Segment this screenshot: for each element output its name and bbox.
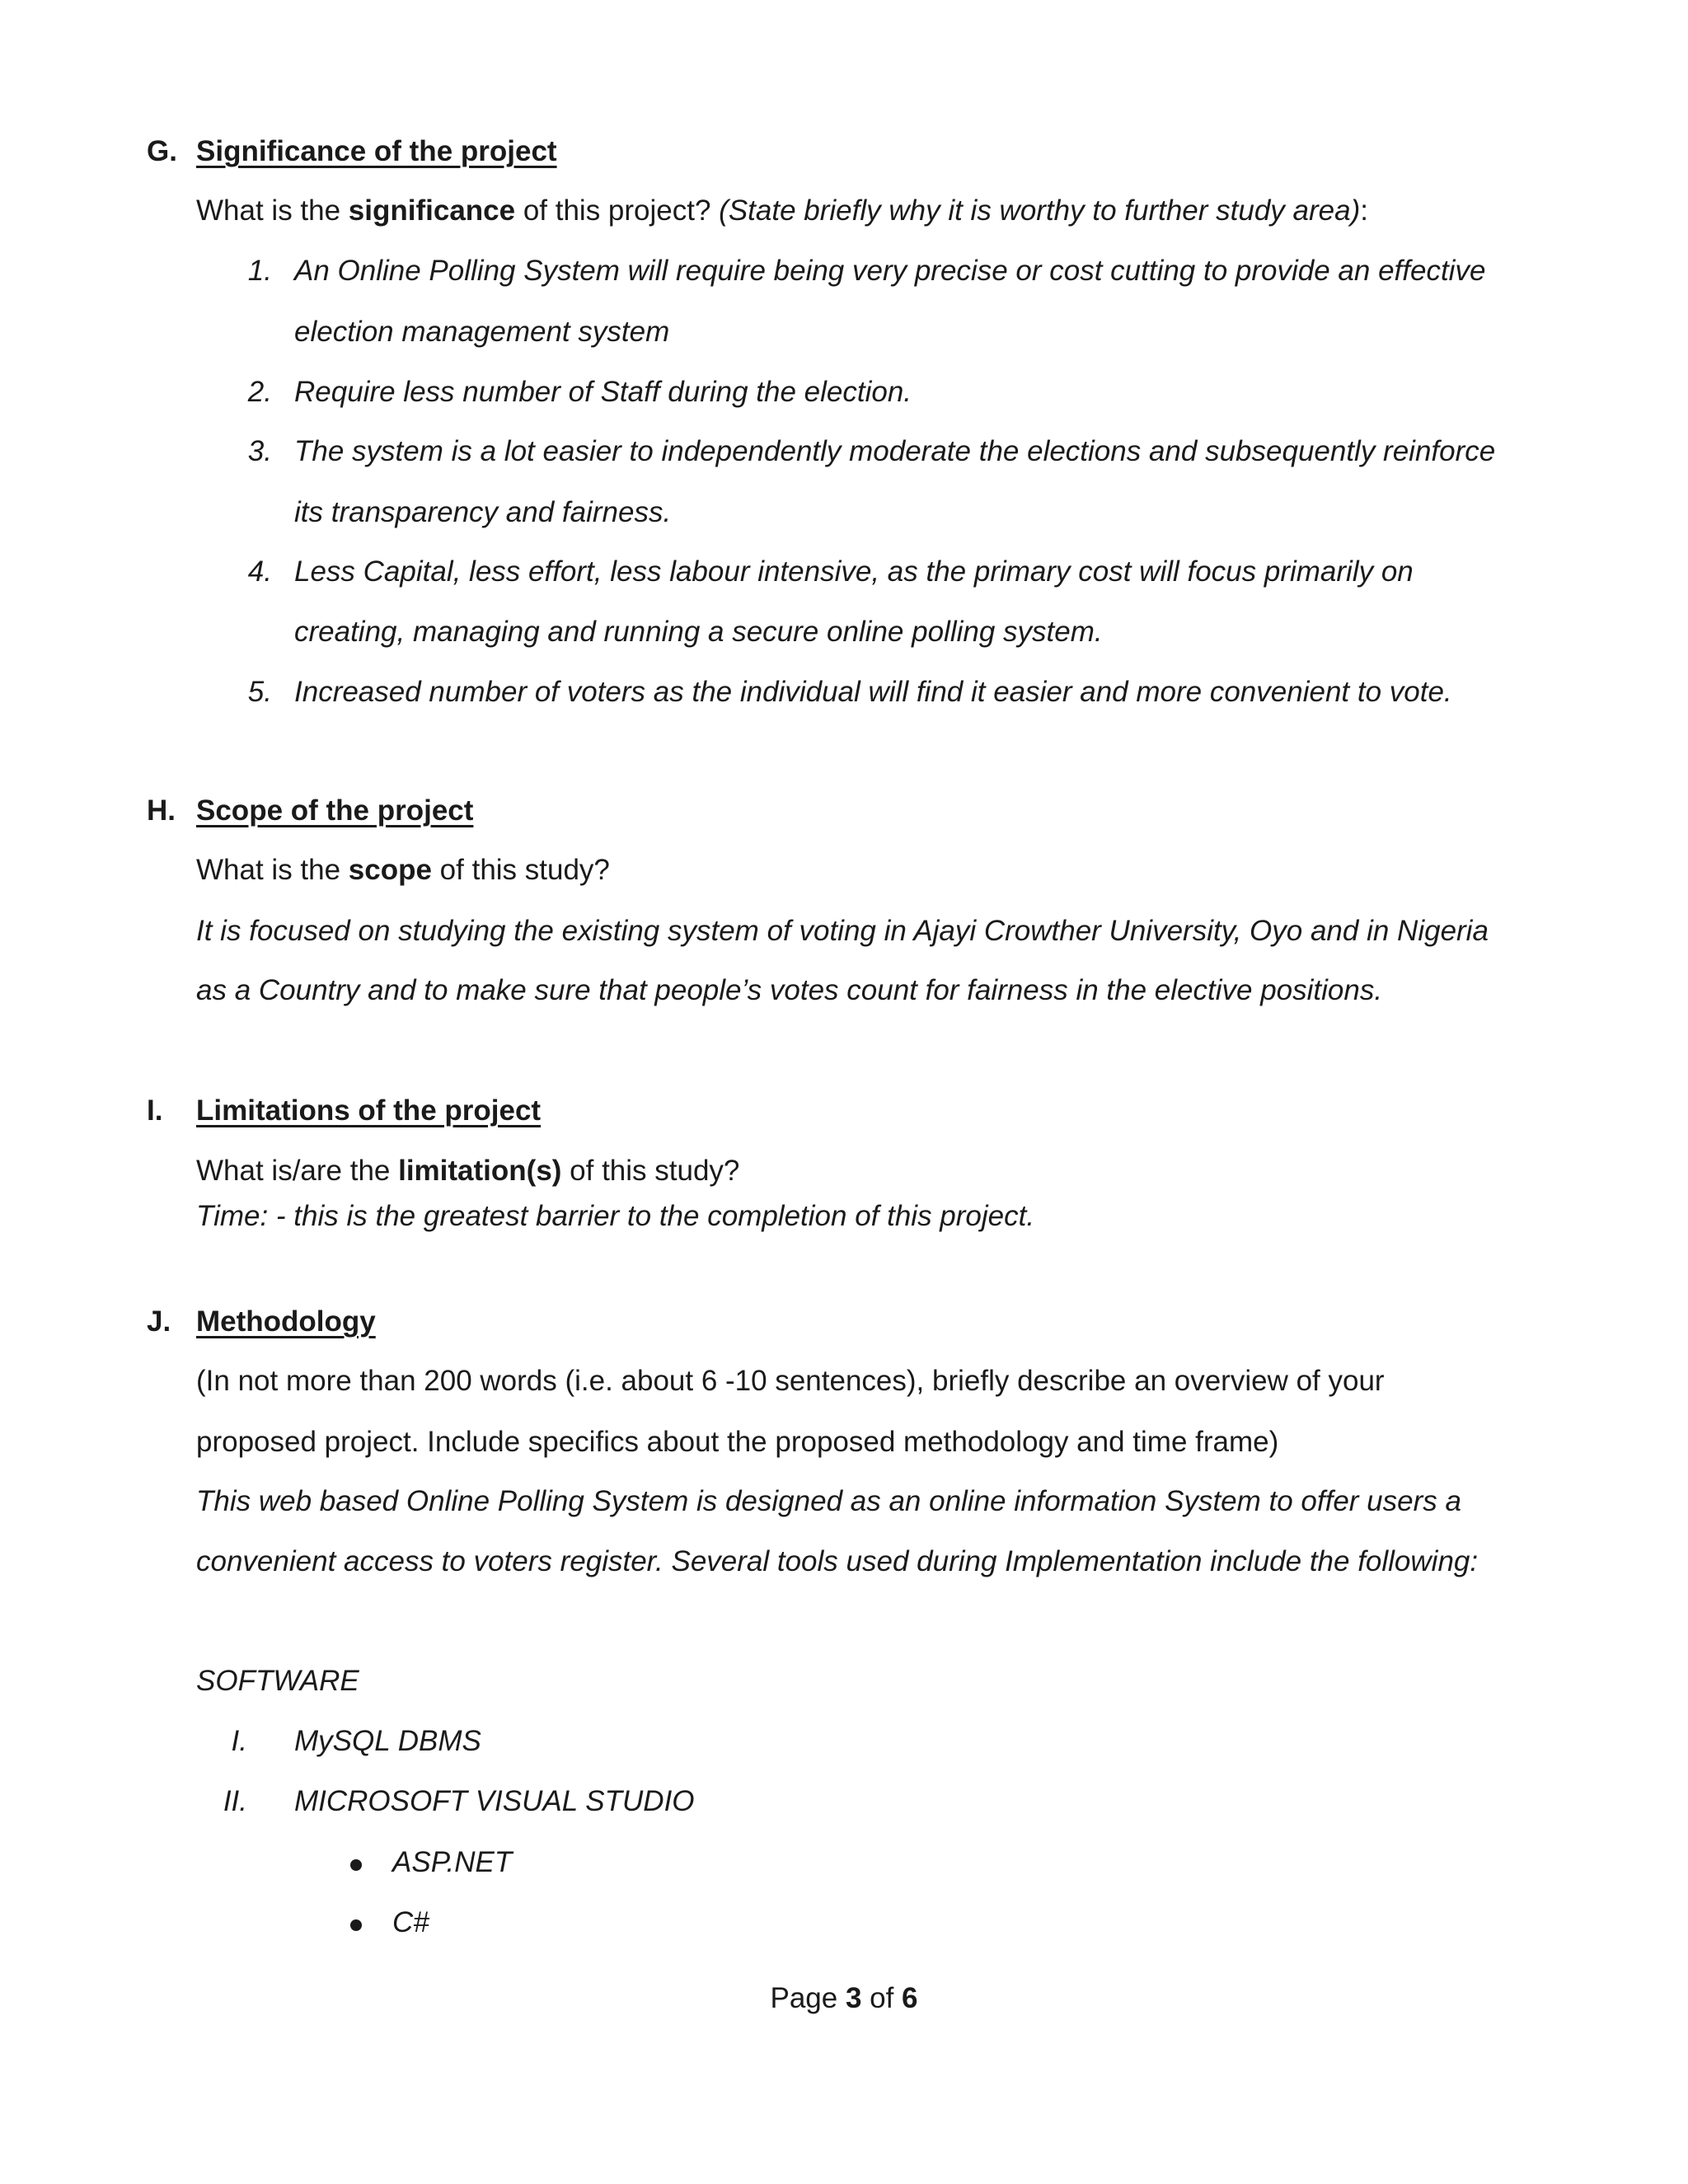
section-h-answer-line: It is focused on studying the existing system of voting in Ajayi Crowther University, Oyo and in Nigeria (196, 915, 1489, 947)
sub-item: C# (392, 1906, 429, 1938)
list-item-line: Less Capital, less effort, less labour intensive, as the primary cost will focus primarily on (294, 555, 1414, 588)
section-j-heading: Methodology (196, 1305, 376, 1338)
list-item-line: creating, managing and running a secure online polling system. (294, 616, 1103, 648)
software-item: MICROSOFT VISUAL STUDIO (294, 1785, 695, 1817)
bullet-icon (350, 1859, 362, 1871)
of-word: of (861, 1982, 903, 2014)
section-i-question-bold: limitation(s) (398, 1155, 562, 1187)
section-j-answer-line: convenient access to voters register. Several tools used during Implementation include the following: (196, 1545, 1479, 1577)
list-item-number: 2. (247, 376, 272, 408)
list-item-line: The system is a lot easier to independently moderate the elections and subsequently reinforce (294, 435, 1496, 467)
section-g-letter: G. (147, 135, 177, 167)
list-item-number: 4. (247, 555, 272, 588)
section-i-question-a: What is/are the (196, 1155, 399, 1187)
software-label: SOFTWARE (196, 1665, 359, 1697)
section-h-question (196, 854, 610, 887)
section-g-heading: Significance of the project (196, 135, 557, 167)
list-item-number: 1. (247, 255, 272, 287)
software-number: II. (223, 1785, 247, 1817)
section-i-answer: Time: - this is the greatest barrier to the completion of this project. (196, 1200, 1035, 1232)
list-item-line: election management system (294, 316, 670, 348)
sub-item: ASP.NET (392, 1846, 513, 1878)
section-h-heading: Scope of the project (196, 794, 474, 827)
section-j-instruction-line: (In not more than 200 words (i.e. about 6 -10 sentences), briefly describe an overview of your (196, 1365, 1385, 1397)
section-g-question-b: of this project? (515, 194, 720, 227)
section-g-question-bold: significance (348, 194, 516, 227)
section-j-letter: J. (147, 1305, 171, 1338)
section-i-question-b: of this study? (561, 1155, 740, 1187)
section-g-question-a: What is the (196, 194, 349, 227)
list-item-number: 5. (247, 676, 272, 708)
list-item-line: An Online Polling System will require being very precise or cost cutting to provide an effective (294, 255, 1486, 287)
section-j-instruction-line: proposed project. Include specifics about the proposed methodology and time frame) (196, 1426, 1279, 1458)
section-h-question-bold: scope (348, 854, 432, 886)
list-item-line: its transparency and fairness. (294, 496, 672, 528)
section-h-question-a: What is the (196, 854, 349, 886)
section-j-answer-line: This web based Online Polling System is designed as an online information System to offer users a (196, 1485, 1461, 1517)
section-g-question (196, 194, 1368, 227)
list-item-number: 3. (247, 435, 272, 467)
section-g-question-end: : (1360, 194, 1368, 227)
page-footer (0, 1982, 1688, 2015)
software-number: I. (231, 1725, 247, 1757)
section-h-letter: H. (147, 794, 176, 827)
bullet-icon (350, 1919, 362, 1931)
software-item: MySQL DBMS (294, 1725, 481, 1757)
list-item-line: Increased number of voters as the individual will find it easier and more convenient to vote. (294, 676, 1452, 708)
page-total: 6 (902, 1982, 918, 2014)
section-h-answer-line: as a Country and to make sure that people’s votes count for fairness in the elective positions. (196, 974, 1383, 1006)
section-g-question-hint: (State briefly why it is worthy to further study area) (719, 194, 1361, 227)
list-item-line: Require less number of Staff during the election. (294, 376, 912, 408)
page-word: Page (770, 1982, 846, 2014)
section-h-question-b: of this study? (431, 854, 610, 886)
section-i-heading: Limitations of the project (196, 1094, 542, 1127)
section-i-letter: I. (147, 1094, 163, 1127)
section-i-question (196, 1155, 739, 1188)
page-number: 3 (845, 1982, 862, 2014)
